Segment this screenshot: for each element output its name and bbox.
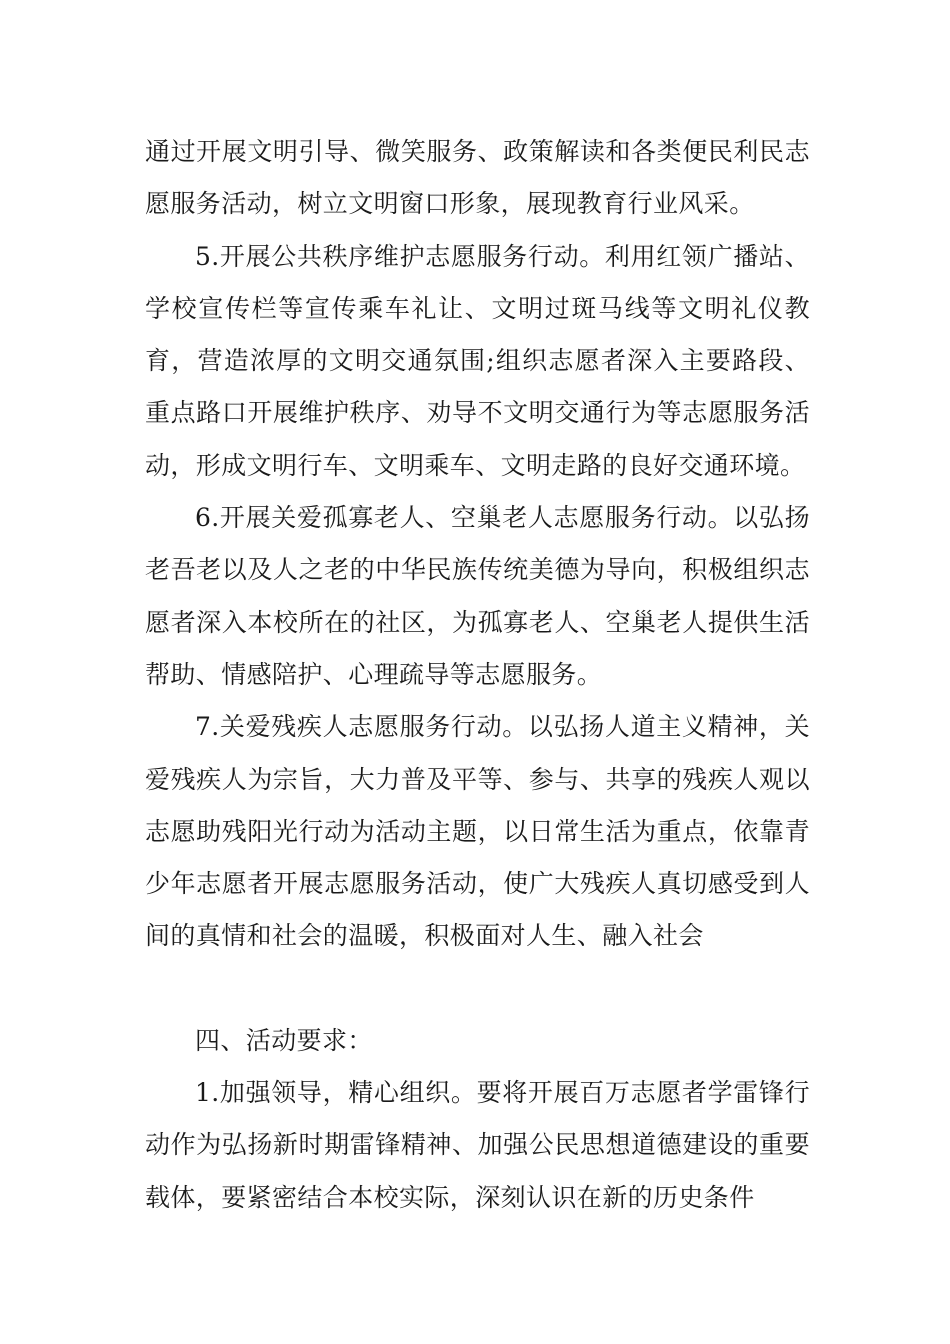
paragraph-intro-continued: 通过开展文明引导、微笑服务、政策解读和各类便民利民志愿服务活动，树立文明窗口形象，展现教育行业风采。 [145,137,810,219]
paragraph-requirement-1: 1.加强领导，精心组织。要将开展百万志愿者学雷锋行动作为弘扬新时期雷锋精神、加强公民思想道德建设的重要载体，要紧密结合本校实际，深刻认识在新的历史条件 [145,1078,810,1212]
paragraph-item-5-public-order: 5.开展公共秩序维护志愿服务行动。利用红领广播站、学校宣传栏等宣传乘车礼让、文明过斑马线等文明礼仪教育，营造浓厚的文明交通氛围;组织志愿者深入主要路段、重点路口开展维护秩序、劝导不文明交通行为等志愿服务活动，形成文明行车、文明乘车、文明走路的良好交通环境。 [145,241,810,480]
section-heading-activity-requirements: 四、活动要求： [195,1025,373,1055]
document-body [145,126,810,1224]
paragraph-spacer [145,963,810,1015]
paragraph-item-7-disability-care: 7.关爱残疾人志愿服务行动。以弘扬人道主义精神，关爱残疾人为宗旨，大力普及平等、参与、共享的残疾人观以志愿助残阳光行动为活动主题，以日常生活为重点，依靠青少年志愿者开展志愿服务活动，使广大残疾人真切感受到人间的真情和社会的温暖，积极面对人生、融入社会 [145,712,810,951]
paragraph-item-6-elderly-care: 6.开展关爱孤寡老人、空巢老人志愿服务行动。以弘扬老吾老以及人之老的中华民族传统美德为导向，积极组织志愿者深入本校所在的社区，为孤寡老人、空巢老人提供生活帮助、情感陪护、心理疏导等志愿服务。 [145,503,810,689]
